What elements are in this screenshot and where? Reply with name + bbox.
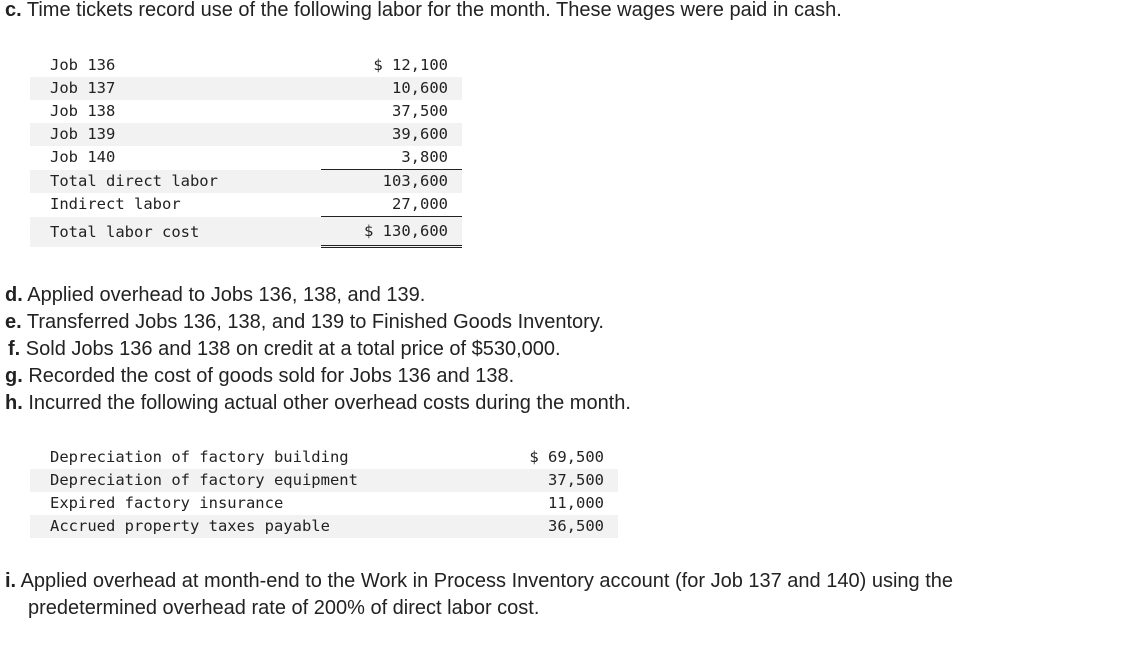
row-label: Job 136 [50,56,116,74]
item-d-letter: d. [5,284,23,306]
item-i [5,568,953,594]
item-d [5,282,425,308]
row-amount: 37,500 [498,469,618,492]
row-amount: 10,600 [321,77,462,100]
item-f-letter: f. [8,338,21,360]
table-row [30,492,618,515]
item-e-text: Transferred Jobs 136, 138, and 139 to Finished Goods Inventory. [26,311,604,333]
row-label: Depreciation of factory equipment [30,469,498,492]
item-c [5,0,842,23]
row-amount: 11,000 [548,494,604,512]
item-c-text: Time tickets record use of the following labor for the month. These wages were paid in cash. [26,0,842,21]
item-g-letter: g. [5,365,23,387]
row-label: Job 138 [50,102,116,120]
item-h [5,390,631,416]
row-amount: 27,000 [321,193,462,217]
item-h-text: Incurred the following actual other overhead costs during the month. [28,392,631,414]
row-label: Job 137 [30,77,321,100]
table-row [30,77,462,100]
item-f-text: Sold Jobs 136 and 138 on credit at a total price of $530,000. [25,338,561,360]
row-label: Accrued property taxes payable [30,515,498,538]
item-g [5,363,514,389]
item-f [8,336,561,362]
item-g-text: Recorded the cost of goods sold for Jobs 136 and 138. [28,365,515,387]
row-label: Job 140 [50,148,116,167]
table-row-total [30,217,462,247]
row-label: Total direct labor [30,170,321,194]
table-row [30,54,462,77]
item-i-letter: i. [5,570,17,592]
row-label: Expired factory insurance [50,494,284,512]
row-amount: 36,500 [498,515,618,538]
table-row [30,123,462,146]
table-row [30,469,618,492]
row-label: Total labor cost [30,217,321,247]
item-i-line1: Applied overhead at month-end to the Work in Process Inventory account (for Job 137 and 140) using the [20,570,953,592]
row-label: Indirect labor [50,195,181,214]
item-e-letter: e. [5,311,22,333]
item-h-letter: h. [5,392,23,414]
row-amount: 37,500 [392,102,448,120]
row-amount: 3,800 [321,146,462,170]
row-amount: 39,600 [321,123,462,146]
row-amount: $ 12,100 [373,56,448,74]
row-amount: $ 69,500 [529,448,604,466]
item-c-letter: c. [5,0,22,21]
table-row [30,193,462,217]
row-label: Job 139 [30,123,321,146]
labor-table [30,54,462,248]
item-e [5,309,604,335]
table-row [30,446,618,469]
table-row [30,146,462,170]
table-row [30,100,462,123]
row-amount: 103,600 [321,170,462,194]
item-i-line2: predetermined overhead rate of 200% of direct labor cost. [28,597,540,619]
table-row [30,515,618,538]
table-row [30,170,462,194]
item-d-text: Applied overhead to Jobs 136, 138, and 139. [27,284,426,306]
row-amount: $ 130,600 [321,217,462,247]
item-i-continued [28,595,539,621]
row-label: Depreciation of factory building [50,448,349,466]
overhead-table [30,446,618,538]
